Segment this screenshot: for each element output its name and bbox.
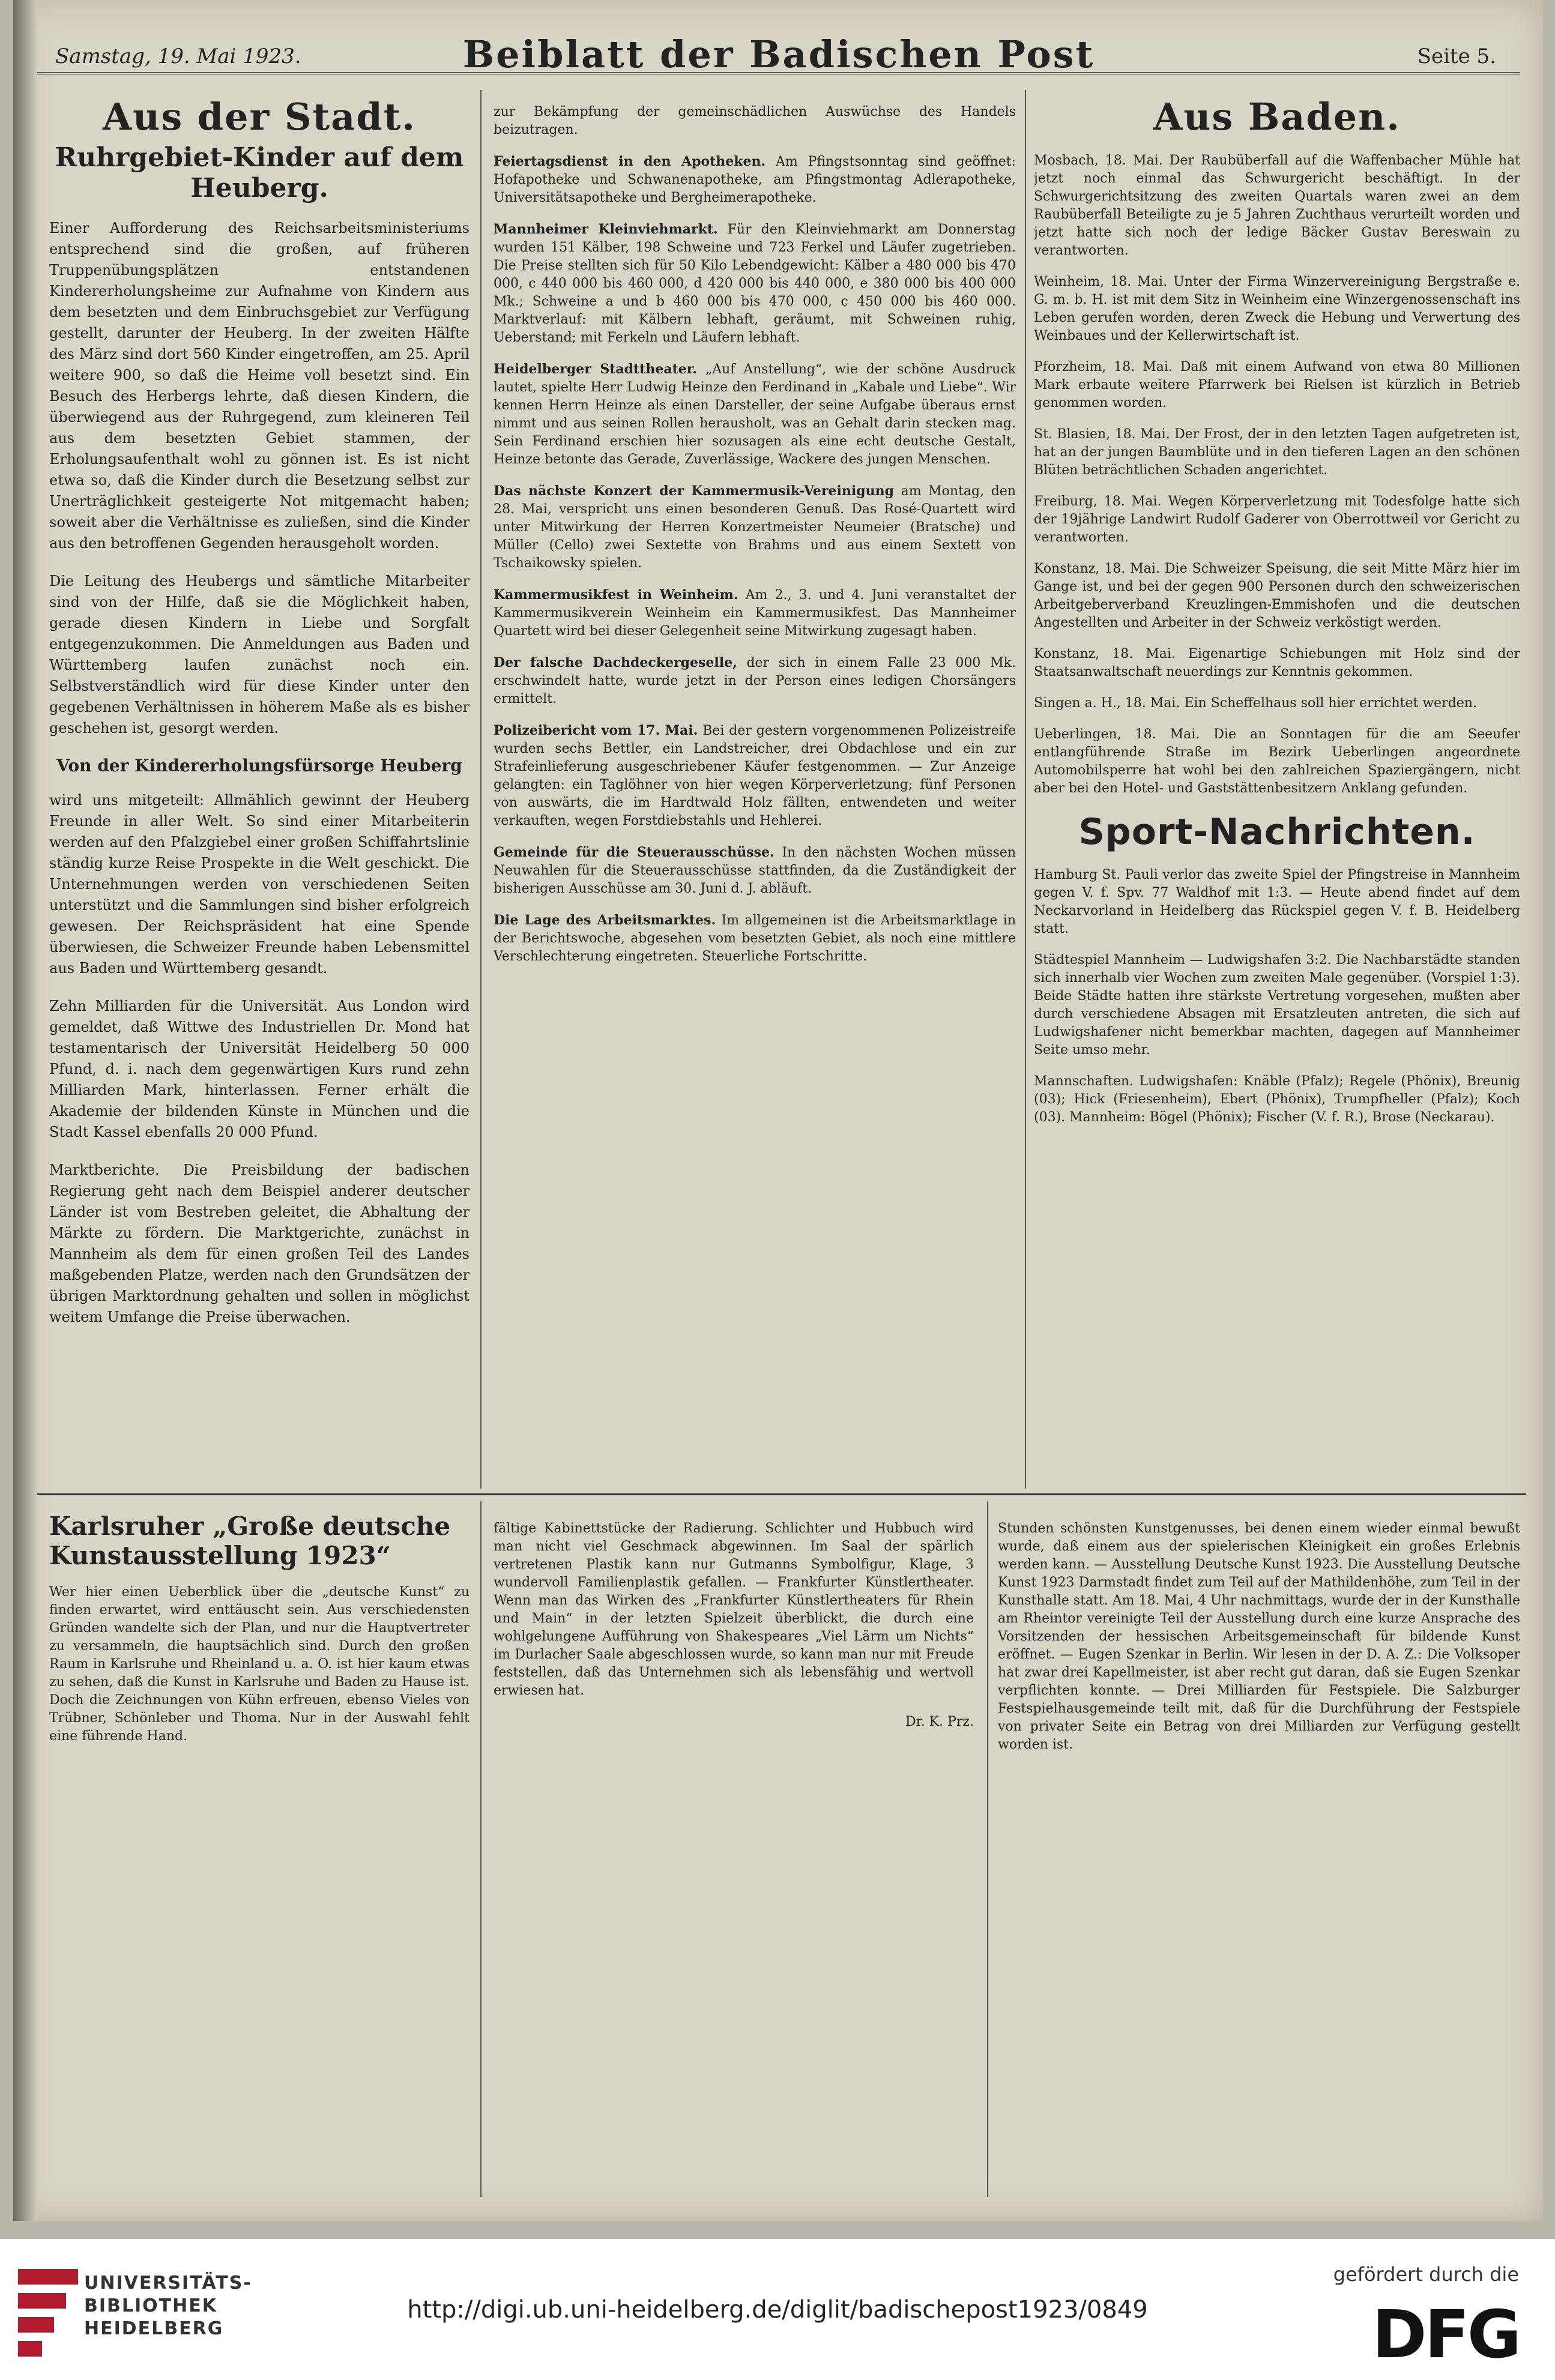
news-item [494,152,1016,207]
bottom-column-culture [998,1507,1520,2197]
section-heading: Aus Baden. [1153,95,1401,139]
news-item-title: Mannheimer Kleinviehmarkt. [494,221,718,237]
logo-bar [18,2269,78,2285]
news-item-text: In den nächsten Wochen müssen Neuwahlen für die Steuerausschüsse stattfinden, da die Zuständigkeit der bisherigen Ausschüsse am 30. Juni d. J. abläuft. [494,845,1016,896]
news-item [494,482,1016,573]
sport-heading: Sport-Nachrichten. [1078,811,1476,853]
news-item: Pforzheim, 18. Mai. Daß mit einem Aufwand von etwa 80 Millionen Mark erbaute weitere Pfarrwerk bei Rielsen ist kürzlich in Betrieb genommen worden. [1034,360,1520,411]
newspaper-page [13,0,1543,2221]
book-spine [13,0,37,2221]
news-item-title: Gemeinde für die Steuerausschüsse. [494,845,774,860]
library-name-line: HEIDELBERG [84,2318,224,2339]
news-item-title: Heidelberger Stadttheater. [494,361,697,377]
column-local-notices [494,90,1016,1465]
news-item: Konstanz, 18. Mai. Die Schweizer Speisung, die seit Mitte März hier im Gange ist, und bei der gegen 900 Personen durch den schweizerischen Arbeitgeberverband Kreuzlingen-Emmishofen und die deutschen Angestellten und Arbeiter in der Schweiz verköstigt werden. [1034,561,1520,630]
news-item: Mosbach, 18. Mai. Der Raubüberfall auf die Waffenbacher Mühle hat jetzt noch einmal das Schwurgericht beschäftigt. In der Schwurgerichtsitzung des zweiten Quartals waren zwei an dem Raubüberfall Beteiligte zu je 5 Jahren Zuchthaus verurteilt worden und jetzt hatte sich noch der ledige Bäcker Gustav Bereswain zu verantworten. [1034,153,1520,258]
section-subheading: Von der Kindererholungsfürsorge Heuberg [56,756,462,776]
dfg-logo: DFG [1372,2296,1519,2373]
article-text: Einer Aufforderung des Reichsarbeitsministeriums entsprechend sind die großen, auf früheren Truppenübungsplätzen entstandenen Kindererholungsheime zur Aufnahme von Kindern aus dem besetzten und dem Einbruchsgebiet zur Verfügung gestellt, darunter der Heuberg. In der zweiten Hälfte des März sind dort 560 Kinder eingetroffen, am 25. April weitere 900, so daß die Heime voll besetzt sind. Ein Besuch des Herbergs lehrte, daß diesen Kindern, die überwiegend aus der Ruhrgegend, zum kleineren Teil aus dem besetzten Gebiet stammen, der Erholungsaufenthalt wohl zu gönnen ist. Es ist nicht etwa so, daß die Kinder durch die Besetzung selbst zur Unerträglichkeit gesteigerte Not mitgemacht haben; soweit aber die Verhältnisse es zuließen, sind die Kinder aus den betroffenen Gegenden herausgeholt worden. [49,220,470,552]
article-text: Wer hier einen Ueberblick über die „deutsche Kunst“ zu finden erwartet, wird enttäuscht sein. Aus verschiedensten Gründen wandelte sich der Plan, und nur die Hauptvertreter zu versammeln, die hauptsächlich sind. Durch den großen Raum in Karlsruhe und Rheinland u. a. O. ist hier kaum etwas zu sehen, daß die Kunst in Karlsruhe und Baden zu Hause ist. Doch die Zeichnungen von Kühn erfreuen, ebenso Vieles von Trübner, Schönleber und Thoma. Nur in der Auswahl fehlt eine führende Hand. [49,1585,470,1744]
section-heading: Aus der Stadt. [103,95,416,139]
news-item: Konstanz, 18. Mai. Eigenartige Schiebungen mit Holz sind der Staatsanwaltschaft neuerdings zur Kenntnis gekommen. [1034,646,1520,679]
news-item [494,220,1016,347]
newspaper-title: Beiblatt der Badischen Post [462,32,1095,76]
article-text: wird uns mitgeteilt: Allmählich gewinnt der Heuberg Freunde in aller Welt. So sind einer Mitarbeiterin werden auf den Pfalzgiebel einer großen Schiffahrtslinie ständig kurze Reise Prospekte in die Welt geschickt. Die Unternehmungen werden von verschiedenen Seiten unterstützt und die Sammlungen sind bisher erfolgreich gewesen. Der Reichspräsident hat eine Spende überwiesen, die Schweizer Freunde haben Lebensmittel aus Baden und Württemberg gesandt. [49,792,470,977]
news-item-title: Das nächste Konzert der Kammermusik-Vereinigung [494,483,894,499]
sport-item: Hamburg St. Pauli verlor das zweite Spiel der Pfingstreise in Mannheim gegen V. f. Spv. 77 Waldhof mit 1:3. — Heute abend findet auf dem Neckarvorland in Heidelberg das Rückspiel gegen V. f. B. Heidelberg statt. [1034,867,1520,936]
article-headline: Ruhrgebiet-Kinder auf dem Heuberg. [55,142,464,203]
column-divider [480,90,482,1489]
article-text: Zehn Milliarden für die Universität. Aus London wird gemeldet, daß Wittwe des Industriellen Dr. Mond hat testamentarisch der Universität Heidelberg 50 000 Pfund, d. i. nach dem gegenwärtigen Kurs rund zehn Milliarden Mark, hinterlassen. Ferner erhält die Akademie der bildenden Künste in München und die Stadt Kassel ebenfalls 20 000 Pfund. [49,998,470,1140]
bottom-column-theater [494,1507,974,2197]
news-item-text: „Auf Anstellung“, wie der schöne Ausdruck lautet, spielte Herr Ludwig Heinze den Ferdinand in „Kabale und Liebe“. Wir kennen Herrn Heinze als einen Darsteller, der seine Aufgabe überaus ernst nimmt und aus seinen Rollen herausholt, was an Gehalt darin stecken mag. Sein Ferdinand erschien hier sozusagen als eine echt deutsche Gestalt, Heinze betonte das Gerade, Zuverlässige, Wackere des jungen Menschen. [494,362,1016,467]
issue-date: Samstag, 19. Mai 1923. [55,44,301,68]
news-item [494,360,1016,469]
bottom-column-art-exhibition [49,1507,470,2197]
source-url-link[interactable]: http://digi.ub.uni-heidelberg.de/diglit/badischepost1923/0849 [407,2296,1148,2324]
article-headline: Karlsruher „Große deutsche Kunstausstellung 1923“ [49,1511,451,1570]
news-item-text: Bei der gestern vorgenommenen Polizeistreife wurden sechs Bettler, ein Landstreicher, drei Obdachlose und ein zur Strafeinlieferung ausgeschriebener Käufer festgenommen. — Zur Anzeige gelangten: ein Taglöhner von hier wegen Körperverletzung; fünf Personen von auswärts, die im Hardtwald Holz fällten, entwendeten und weiter verkauften, wegen Forstdiebstahls und Hehlerei. [494,723,1016,828]
article-text: Marktberichte. Die Preisbildung der badischen Regierung geht nach dem Beispiel anderer deutscher Länder ist vom Bestreben geleitet, die Abhaltung der Märkte zu fördern. Die Marktgerichte, zunächst in Mannheim als dem für einen großen Teil des Landes maßgebenden Platze, werden nach den Grundsätzen der übrigen Marktordnung gehalten und sollen in möglichst weitem Umfange die Preise überwachen. [49,1161,470,1325]
news-item: St. Blasien, 18. Mai. Der Frost, der in den letzten Tagen aufgetreten ist, hat an der jungen Baumblüte und in den tieferen Lagen an den schönen Blüten beträchtlichen Schaden angerichtet. [1034,427,1520,478]
section-divider [37,1493,1526,1495]
news-item [494,586,1016,640]
digitization-footer [0,2239,1555,2380]
column-baden-news [1034,90,1520,1471]
news-item-title: Polizeibericht vom 17. Mai. [494,723,698,738]
news-item-text: Im allgemeinen ist die Arbeitsmarktlage in der Berichtswoche, abgesehen vom besetzten Gebiet, als noch eine mittlere Verschlechterung eingetreten. Steuerliche Fortschritte. [494,913,1016,964]
library-name-line: BIBLIOTHEK [84,2295,217,2316]
news-item-text: Am Pfingstsonntag sind geöffnet: Hofapotheke und Schwanenapotheke, am Pfingstmontag Adlerapotheke, Universitätsapotheke und Bergheimerapotheke. [494,154,1016,205]
column-divider [987,1501,988,2197]
news-item [494,654,1016,708]
column-local-news [49,90,470,1483]
news-item-text: am Montag, den 28. Mai, verspricht uns einen besonderen Genuß. Das Rosé-Quartett wird unter Mitwirkung der Herren Konzertmeister Neumeier (Bratsche) und Müller (Cello) zwei Sextette von Brahms und aus einem Sextett von Tschaikowsky spielen. [494,484,1016,571]
news-item-title: Kammermusikfest in Weinheim. [494,587,738,603]
news-item-text: Am 2., 3. und 4. Juni veranstaltet der Kammermusikverein Weinheim ein Kammermusikfest. Das Mannheimer Quartett wird bei dieser Gelegenheit seine Mitwirkung zugesagt haben. [494,588,1016,639]
news-item: Ueberlingen, 18. Mai. Die an Sonntagen für die am Seeufer entlangführende Straße im Bezirk Ueberlingen angeordnete Automobilsperre hat wohl bei den zahlreichen Spaziergängern, nicht aber bei den Hotel- und Gaststättenbesitzern Anklang gefunden. [1034,727,1520,796]
news-item: Singen a. H., 18. Mai. Ein Scheffelhaus soll hier errichtet werden. [1034,696,1477,711]
logo-bar [18,2341,42,2357]
news-item [494,722,1016,830]
news-item [494,911,1016,966]
news-item-text: Für den Kleinviehmarkt am Donnerstag wurden 151 Kälber, 198 Schweine und 723 Ferkel und Läufer zugetrieben. Die Preise stellten sich für 50 Kilo Lebendgewicht: Kälber a 480 000 bis 470 000, c 440 000 bis 460 000, d 420 000 bis 440 000, e 380 000 bis 400 000 Mk.; Schweine a und b 460 000 bis 470 000, c 450 000 bis 460 000. Marktverlauf: mit Kälbern lebhaft, geräumt, mit Schweinen ruhig, Ueberstand; mit Ferkeln und Läufern lebhaft. [494,222,1016,345]
news-item: Weinheim, 18. Mai. Unter der Firma Winzervereinigung Bergstraße e. G. m. b. H. ist mit dem Sitz in Weinheim eine Winzergenossenschaft ins Leben gerufen worden, deren Zweck die Hebung und Verwertung des Weinbaues und der Kellerwirtschaft ist. [1034,274,1520,343]
article-text: fältige Kabinettstücke der Radierung. Schlichter und Hubbuch wird man nicht viel Geschmack abgewinnen. Im Saal der spärlich vertretenen Plastik kann nur Gutmanns Symbolfigur, Klage, 3 wundervoll Familienplastik gefallen. — Frankfurter Künstlertheater. Wenn man das Wirken des „Frankfurter Künstlertheaters für Rhein und Main“ in der letzten Spielzeit überblickt, die durch eine wohlgelungene Aufführung von Shakespeares „Viel Lärm um Nichts“ im Durlacher Saale abgeschlossen wurde, so kann man nur mit Freude feststellen, daß das Unternehmen sich als lebensfähig und wertvoll erwiesen hat. [494,1521,974,1698]
news-item-text: der sich in einem Falle 23 000 Mk. erschwindelt hatte, wurde jetzt in der Person eines ledigen Chorsängers ermittelt. [494,655,1016,706]
news-item [494,843,1016,898]
article-text: zur Bekämpfung der gemeinschädlichen Auswüchse des Handels beizutragen. [494,104,1016,137]
page-header [37,24,1520,74]
sport-item: Städtespiel Mannheim — Ludwigshafen 3:2. Die Nachbarstädte standen sich innerhalb vier Wochen zum zweiten Male gegenüber. (Vorspiel 1:3). Beide Städte hatten ihre stärkste Vertretung vorgesehen, mußten aber durch verschiedene Absagen mit Ersatzleuten antreten, die sich auf Ludwigshafener nicht bemerkbar machten, dagegen auf Mannheimer Seite umso mehr. [1034,953,1520,1058]
news-item: Freiburg, 18. Mai. Wegen Körperverletzung mit Todesfolge hatte sich der 19jährige Landwirt Rudolf Gaderer von Oberrottweil vor Gericht zu verantworten. [1034,494,1520,545]
article-signature: Dr. K. Prz. [905,1714,974,1729]
news-item-title: Der falsche Dachdeckergeselle, [494,655,737,670]
page-number: Seite 5. [1417,44,1496,68]
column-divider [1025,90,1026,1489]
sport-item: Mannschaften. Ludwigshafen: Knäble (Pfalz); Regele (Phönix), Breunig (03); Hick (Friesenheim), Ebert (Phönix), Trumpfheller (Pfalz); Koch (03). Mannheim: Bögel (Phönix); Fischer (V. f. R.), Brose (Neckarau). [1034,1074,1520,1125]
news-item-title: Die Lage des Arbeitsmarktes. [494,912,716,928]
column-divider [480,1501,482,2197]
funding-caption: gefördert durch die [1333,2263,1519,2286]
article-text: Die Leitung des Heubergs und sämtliche Mitarbeiter sind von der Hilfe, daß sie die Möglichkeit haben, gerade diesen Kindern in Liebe und Sorgfalt entgegenzukommen. Die Anmeldungen aus Baden und Württemberg laufen zunächst noch ein. Selbstverständlich wird für diese Kinder unter den gegebenen Verhältnissen in höherem Maße als es bisher geschehen ist, gesorgt werden. [49,573,470,737]
article-text: Stunden schönsten Kunstgenusses, bei denen einem wieder einmal bewußt wurde, daß einem aus der spielerischen Kleinigkeit ein großes Erlebnis werden kann. — Ausstellung Deutsche Kunst 1923. Die Ausstellung Deutsche Kunst 1923 Darmstadt findet zum Teil auf der Mathildenhöhe, zum Teil in der Kunsthalle statt. Am 18. Mai, 4 Uhr nachmittags, wurde der in der Kunsthalle am Rheintor vereinigte Teil der Ausstellung durch eine kurze Ansprache des Vorsitzenden der hessischen Arbeitsgemeinschaft für bildende Kunst eröffnet. — Eugen Szenkar in Berlin. Wir lesen in der D. A. Z.: Die Volksoper hat zwar drei Kapellmeister, ist aber recht gut daran, daß sie Eugen Szenkar verpflichten konnte. — Drei Milliarden für Festspiele. Die Salzburger Festspielhausgemeinde teilt mit, daß für die Durchführung der Festspiele von privater Seite ein Betrag von drei Milliarden zur Verfügung gestellt worden ist. [998,1521,1520,1752]
news-item-title: Feiertagsdienst in den Apotheken. [494,154,766,169]
library-name-line: UNIVERSITÄTS- [84,2273,252,2294]
